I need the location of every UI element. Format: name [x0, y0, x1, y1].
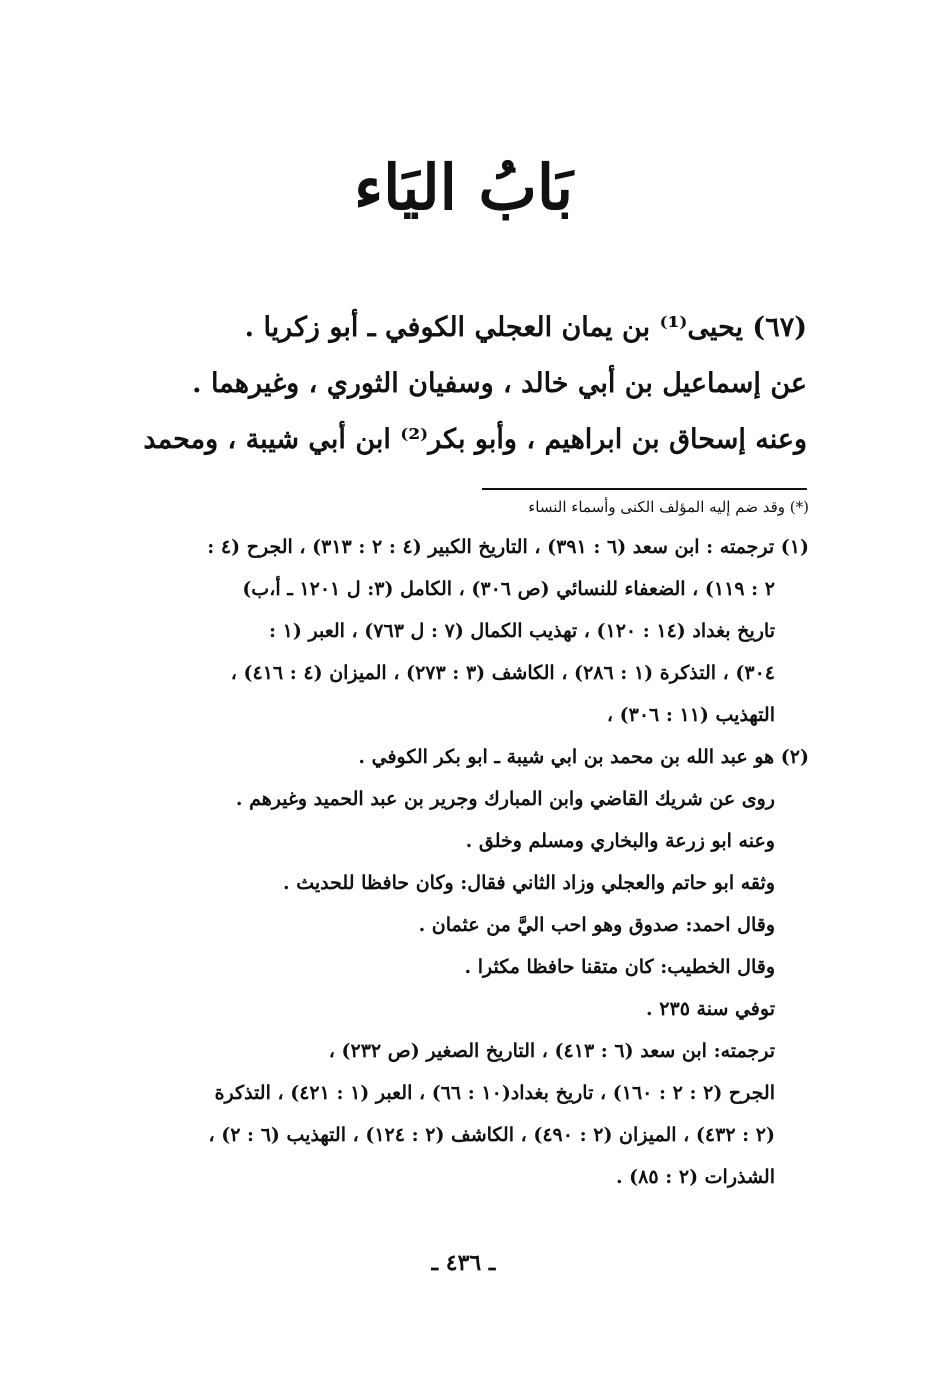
footnote-line: ٢ : ١١٩) ، الضعفاء للنسائي (ص ٣٠٦) ، الكامل (٣: ل ١٢٠١ ـ أ،ب) [242, 578, 775, 600]
chapter-title: بَابُ اليَاء [354, 151, 573, 224]
footnote-line: التهذيب (١١ : ٣٠٦) ، [606, 704, 775, 726]
footnote-line: ترجمته: ابن سعد (٦ : ٤١٣) ، التاريخ الصغير (ص ٢٣٢) ، [328, 1040, 775, 1062]
biography-entry [117, 300, 807, 468]
footnote-line: وقال احمد: صدوق وهو احب اليَّ من عثمان . [418, 914, 775, 936]
entry-line: عن إسماعيل بن أبي خالد ، وسفيان الثوري ، وغيرهما . [192, 368, 807, 399]
entry-line: (٦٧) يحيى⁽¹⁾ بن يمان العجلي الكوفي ـ أبو زكريا . [244, 312, 807, 343]
footnote-line: (٢ : ٤٣٢) ، الميزان (٢ : ٤٩٠) ، الكاشف (٢ : ١٢٤) ، التهذيب (٦ : ٢) ، [208, 1124, 775, 1146]
footnote-line: توفي سنة ٢٣٥ . [646, 998, 775, 1020]
footnote-line: وعنه ابو زرعة والبخاري ومسلم وخلق . [465, 830, 775, 852]
page-number: ـ ٤٣٦ ـ [431, 1250, 496, 1276]
footnote-line: (١) ترجمته : ابن سعد (٦ : ٣٩١) ، التاريخ الكبير (٤ : ٢ : ٣١٣) ، الجرح (٤ : [207, 536, 809, 558]
footnote-line: تاريخ بغداد (١٤ : ١٢٠) ، تهذيب الكمال (٧ : ل ٧٦٣) ، العبر (١ : [269, 620, 775, 642]
footnote-star: (*) وقد ضم إليه المؤلف الكنى وأسماء النساء [528, 498, 809, 516]
footnote-line: (٢) هو عبد الله بن محمد بن ابي شيبة ـ ابو بكر الكوفي . [358, 746, 809, 768]
footnote-divider [482, 488, 807, 490]
footnote-line: الشذرات (٢ : ٨٥) . [615, 1166, 775, 1188]
footnotes [109, 494, 809, 1198]
footnote-line: ٣٠٤) ، التذكرة (١ : ٢٨٦) ، الكاشف (٣ : ٢٧٣) ، الميزان (٤ : ٤١٦) ، [230, 662, 775, 684]
entry-line: وعنه إسحاق بن ابراهيم ، وأبو بكر⁽²⁾ ابن أبي شيبة ، ومحمد [143, 424, 807, 455]
footnote-line: وثقه ابو حاتم والعجلي وزاد الثاني فقال: وكان حافظا للحديث . [283, 872, 775, 894]
footnote-line: الجرح (٢ : ٢ : ١٦٠) ، تاريخ بغداد(١٠ : ٦٦) ، العبر (١ : ٤٢١) ، التذكرة [214, 1082, 775, 1104]
footnote-line: وقال الخطيب: كان متقنا حافظا مكثرا . [464, 956, 775, 978]
footnote-1 [109, 526, 809, 736]
footnote-line: روى عن شريك القاضي وابن المبارك وجرير بن عبد الحميد وغيرهم . [235, 788, 775, 810]
footnote-2 [109, 736, 809, 1198]
